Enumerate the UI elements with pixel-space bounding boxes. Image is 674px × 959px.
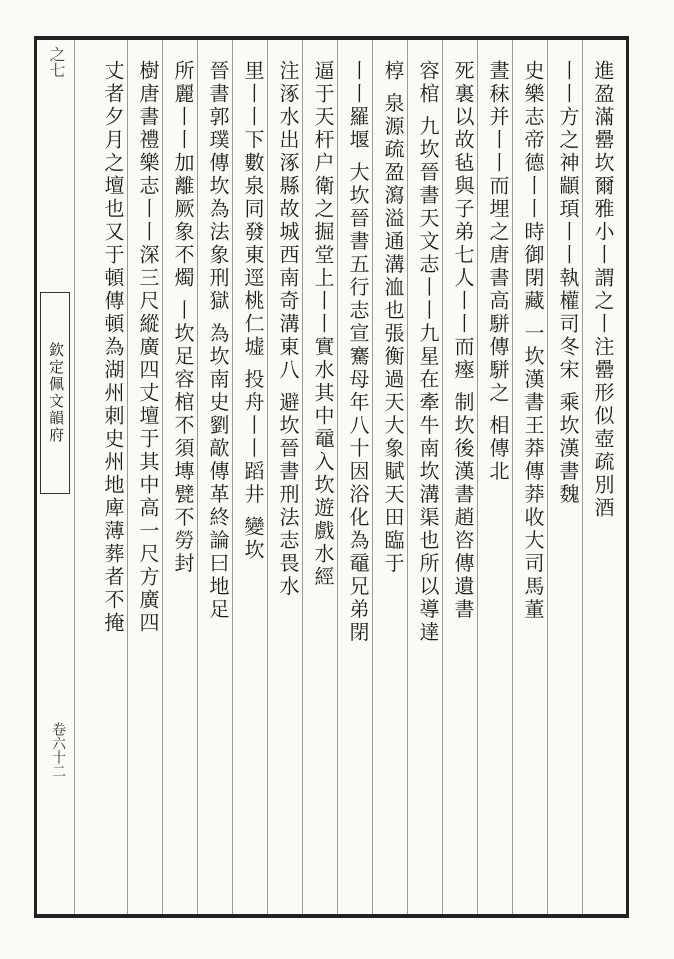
- text-column-9: 逼于天杆户衛之掘堂上丨丨實水其中黿入坎遊戲水經: [311, 60, 335, 589]
- text-column-4: 晝秣并丨丨而埋之唐書高駢傳駢之 相傳北: [486, 60, 510, 484]
- text-column-7: 椁 泉源疏盈瀉溢通溝洫也張衡過天大象賦天田臨于: [381, 60, 405, 576]
- text-column-11: 里丨丨下數泉同發東逕桃仁墟 投舟丨丨蹈井 變坎: [241, 60, 265, 562]
- frame-bottom-rule: [36, 914, 628, 918]
- text-column-13: 所麗丨丨加離厥象不燭 丨坎足容棺不須塼甓不勞封: [171, 60, 195, 576]
- text-column-6: 容棺 九坎晉書天文志丨丨九星在牽牛南坎溝渠也所以導達: [416, 60, 440, 645]
- text-column-14: 樹唐書禮樂志丨丨深三尺縱廣四丈壇于其中高一尺方廣四: [136, 60, 160, 635]
- text-column-15: 丈者夕月之壇也又于頓傳頓為湖州刺史州地庳薄葬者不掩: [101, 60, 125, 635]
- text-column-12: 晉書郭璞傳坎為法象刑獄 為坎南史劉歊傳革終論曰地足: [206, 60, 230, 622]
- margin-page-number: 卷六十二: [50, 722, 66, 778]
- text-column-8: 丨丨羅堰 大坎晉書五行志宣騫母年八十因浴化為黿兄弟閉: [346, 60, 370, 645]
- text-column-1: 進盈滿罍坎爾雅小丨謂之丨注罍形似壺疏別酒: [591, 60, 615, 520]
- frame-right-rule: [626, 36, 629, 918]
- frame-left-rule: [34, 36, 37, 918]
- text-column-10: 注涿水出涿縣故城西南奇溝東八 避坎晉書刑法志畏水: [276, 60, 300, 599]
- text-column-5: 死裏以故毡與子弟七人丨丨而瘞 制坎後漢書趙咨傳遺書: [451, 60, 475, 622]
- margin-top-mark: 之七: [47, 46, 66, 78]
- frame-top-rule: [36, 36, 628, 40]
- text-column-3: 史樂志帝德丨丨時御閉藏 一坎漢書王莽傳莽收大司馬董: [521, 60, 545, 622]
- margin-book-title: 欽定佩文韻府: [40, 292, 70, 494]
- text-column-2: 丨丨方之神顓頊丨丨執權司冬宋 乘坎漢書魏: [556, 60, 580, 507]
- column-separator: [74, 40, 75, 914]
